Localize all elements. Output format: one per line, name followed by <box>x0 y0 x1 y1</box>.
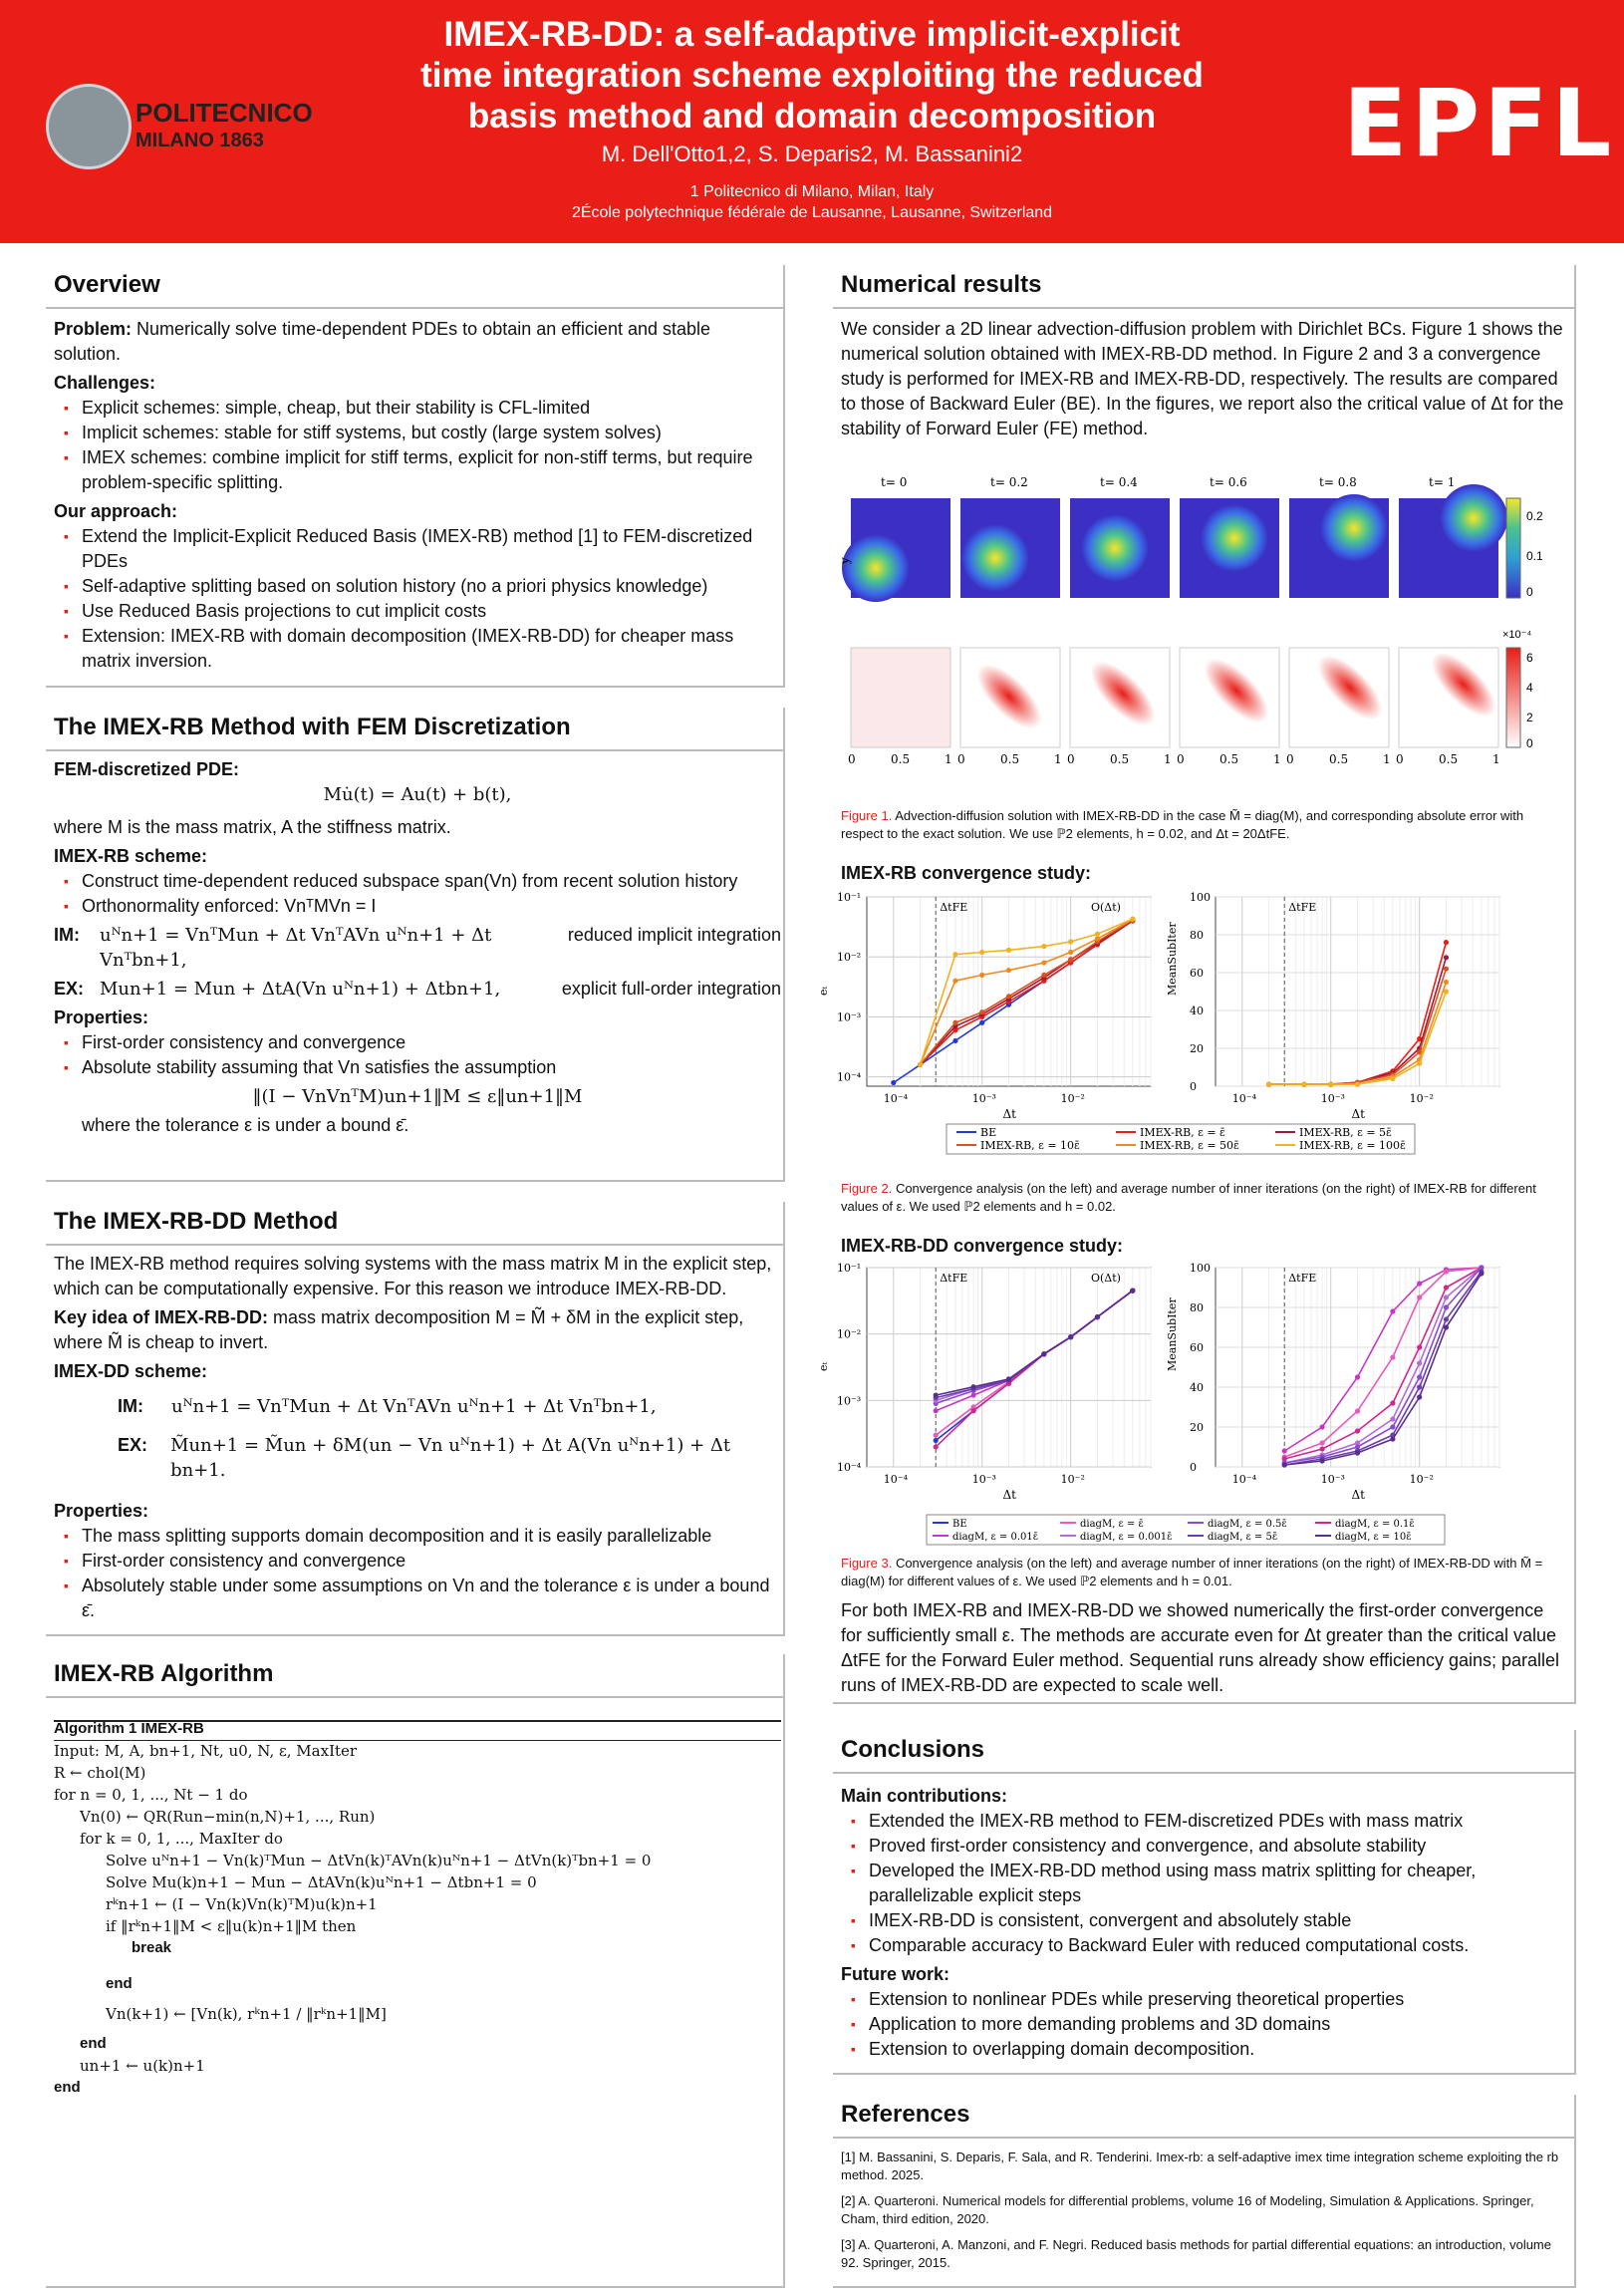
key-text: mass matrix decomposition M = M̃ + δM in the explicit step, where M̃ is cheap to invert. <box>54 1307 744 1352</box>
affiliation-2: 2École polytechnique fédérale de Lausanne, Lausanne, Switzerland <box>571 204 1053 221</box>
caption-text: Convergence analysis (on the left) and average number of inner iterations (on the right) of IMEX-RB for different values of ε. We used ℙ2 elements and h = 0.02. <box>841 1181 1536 1214</box>
list-item: ▪ Self-adaptive splitting based on solution history (no a priori physics knowledge) <box>82 574 781 599</box>
legend-label: diagM, ε = 0.01ε̄ <box>952 1532 1038 1543</box>
list-item: ▪ Extension to overlapping domain decomposition. <box>869 2037 1568 2062</box>
im-label: IM: <box>54 925 80 945</box>
im-equation: uᴺn+1 = VnᵀMun + Δt VnᵀAVn uᴺn+1 + Δt Vnᵀbn+1, <box>100 925 492 971</box>
y-tick-label: 60 <box>1190 1341 1204 1354</box>
x-tick: 0 <box>957 752 965 766</box>
alg-line: end <box>106 1975 133 1992</box>
y-tick-label: 100 <box>1190 1262 1211 1275</box>
fe-annotation: ΔtFE <box>1288 1272 1317 1285</box>
x-tick: 0.5 <box>1439 752 1459 766</box>
cbar1-tick: 0.1 <box>1526 549 1543 563</box>
section-frame <box>46 265 785 309</box>
conclusions-title: Conclusions <box>841 1736 985 1763</box>
imexrb-title: The IMEX-RB Method with FEM Discretization <box>54 714 571 740</box>
list-item: ▪ First-order consistency and convergence <box>82 1549 781 1574</box>
x-tick-label: 10⁻³ <box>1320 1473 1345 1486</box>
key-label: Key idea of IMEX-RB-DD: <box>54 1307 269 1327</box>
ex-label: EX: <box>54 979 85 999</box>
legend-label: IMEX-RB, ε = 50ε̄ <box>1140 1139 1239 1152</box>
alg-line: Input: M, A, bn+1, Nt, u0, N, ε, MaxIter <box>54 1742 358 1760</box>
list-item: ▪ Use Reduced Basis projections to cut implicit costs <box>82 599 781 624</box>
y-tick-label: 0 <box>1190 1080 1197 1093</box>
legend-label: IMEX-RB, ε = 5ε̄ <box>1299 1126 1392 1139</box>
x-tick-label: 10⁻³ <box>1320 1092 1345 1105</box>
im-note: reduced implicit integration <box>567 925 781 945</box>
x-tick-label: 10⁻² <box>1409 1473 1434 1486</box>
stability-equation: ‖(I − VnVnᵀM)un+1‖M ≤ ε‖un+1‖M <box>252 1086 583 1107</box>
section-frame <box>46 1246 785 1636</box>
list-item: ▪ Developed the IMEX-RB-DD method using mass matrix splitting for cheaper, parallelizable explicit steps <box>869 1859 1568 1908</box>
cbar1-tick: 0.2 <box>1526 509 1543 523</box>
title-line: time integration scheme exploiting the reduced <box>420 56 1204 95</box>
legend-label: diagM, ε = 0.1ε̄ <box>1335 1519 1415 1530</box>
y-tick-label: 10⁻⁴ <box>837 1070 862 1084</box>
y-tick-label: 10⁻² <box>837 1327 862 1341</box>
cbar2-tick: 6 <box>1526 651 1533 665</box>
list-item: ▪ IMEX-RB-DD is consistent, convergent and absolutely stable <box>869 1908 1568 1933</box>
legend-label: IMEX-RB, ε = ε̄ <box>1140 1126 1225 1139</box>
affiliation-1: 1 Politecnico di Milano, Milan, Italy <box>689 183 935 200</box>
polimi-logo-subtext: MILANO 1863 <box>135 130 264 151</box>
main-label: Main contributions: <box>841 1786 1007 1806</box>
order-annotation: O(Δt) <box>1091 901 1121 914</box>
y-tick-label: 40 <box>1190 1004 1204 1017</box>
time-label: t= 0.4 <box>1100 475 1138 489</box>
y-tick-label: 80 <box>1190 1301 1204 1314</box>
fem-label: FEM-discretized PDE: <box>54 759 240 779</box>
y-axis-label: eₜ <box>817 1361 830 1371</box>
x-tick: 1 <box>1383 752 1391 766</box>
x-tick: 0.5 <box>891 752 911 766</box>
list-item: ▪ Absolute stability assuming that Vn satisfies the assumption <box>82 1055 781 1080</box>
problem-text: Numerically solve time-dependent PDEs to obtain an efficient and stable solution. <box>54 319 711 364</box>
legend-label: BE <box>980 1126 997 1139</box>
title-line: basis method and domain decomposition <box>467 97 1157 136</box>
section-frame <box>46 1698 785 2288</box>
x-tick-label: 10⁻³ <box>971 1473 996 1486</box>
overview-title: Overview <box>54 271 160 298</box>
mass-matrix-text: where M is the mass matrix, A the stiffness matrix. <box>54 817 451 837</box>
list-item: ▪ Application to more demanding problems and 3D domains <box>869 2012 1568 2037</box>
y-tick-label: 20 <box>1190 1042 1204 1055</box>
x-axis-label: Δt <box>1351 1488 1365 1502</box>
dd-intro: The IMEX-RB method requires solving systems with the mass matrix M in the explicit step, which can be computationally expensive. For this reason we introduce IMEX-RB-DD. <box>54 1254 772 1298</box>
ex-note: explicit full-order integration <box>561 979 781 999</box>
list-item: ▪ Orthonormality enforced: VnᵀMVn = I <box>82 894 781 919</box>
caption-label: Figure 2. <box>841 1181 893 1196</box>
time-label: t= 0.8 <box>1319 475 1357 489</box>
section-frame <box>46 1654 785 1698</box>
reference-item: [2] A. Quarteroni. Numerical models for differential problems, volume 16 of Modeling, Simulation & Applications. Springer, Cham, third edition, 2020. <box>841 2193 1534 2226</box>
legend-label: diagM, ε = ε̄ <box>1080 1519 1144 1530</box>
legend-label: diagM, ε = 10ε̄ <box>1335 1532 1412 1543</box>
x-tick-label: 10⁻² <box>1060 1092 1085 1105</box>
alg-line: break <box>132 1939 172 1956</box>
x-tick-label: 10⁻² <box>1409 1092 1434 1105</box>
alg-line: un+1 ← u(k)n+1 <box>80 2057 205 2075</box>
legend-label: IMEX-RB, ε = 10ε̄ <box>980 1139 1080 1152</box>
problem-label: Problem: <box>54 319 133 339</box>
y-tick-label: 10⁻² <box>837 951 862 965</box>
alg-line: Solve uᴺn+1 − Vn(k)ᵀMun − ΔtVn(k)ᵀAVn(k)uᴺn+1 − ΔtVn(k)ᵀbn+1 = 0 <box>106 1852 652 1869</box>
y-tick-label: 10⁻³ <box>837 1394 862 1408</box>
polimi-seal-logo <box>46 84 132 169</box>
time-label: t= 1 <box>1429 475 1456 489</box>
reference-item: [1] M. Bassanini, S. Deparis, F. Sala, and R. Tenderini. Imex-rb: a self-adaptive imex time integration scheme exploiting the rb method. 2025. <box>841 2150 1559 2182</box>
challenges-label: Challenges: <box>54 373 156 393</box>
conv1-title: IMEX-RB convergence study: <box>841 863 1092 883</box>
cbar2-tick: 0 <box>1526 736 1533 750</box>
x-tick: 0 <box>1067 752 1075 766</box>
alg-line: Vn(0) ← QR(Run−min(n,N)+1, ..., Run) <box>80 1808 376 1826</box>
section-frame <box>46 751 785 1182</box>
x-tick: 1 <box>1164 752 1172 766</box>
cbar2-exponent: ×10⁻⁴ <box>1502 629 1532 641</box>
results-summary: For both IMEX-RB and IMEX-RB-DD we showed numerically the first-order convergence for sufficiently small ε. The methods are accurate even for Δt greater than the critical value ΔtFE for the Forward Euler method. Sequential runs already show efficiency gains; parallel runs of IMEX-RB-DD are expected to scale well. <box>841 1600 1560 1695</box>
x-tick: 1 <box>945 752 952 766</box>
section-frame <box>833 2095 1576 2139</box>
y-tick-label: 20 <box>1190 1421 1204 1434</box>
x-tick-label: 10⁻³ <box>971 1092 996 1105</box>
section-frame <box>833 309 1576 1704</box>
x-tick-label: 10⁻⁴ <box>883 1473 908 1486</box>
y-axis-label: eₜ <box>817 986 830 996</box>
fe-annotation: ΔtFE <box>1288 901 1317 914</box>
x-tick-label: 10⁻⁴ <box>1231 1473 1256 1486</box>
list-item: ▪ Extension: IMEX-RB with domain decomposition (IMEX-RB-DD) for cheaper mass matrix inversion. <box>82 624 781 674</box>
fe-annotation: ΔtFE <box>940 901 968 914</box>
time-label: t= 0.6 <box>1210 475 1247 489</box>
list-item: ▪ Absolutely stable under some assumptions on Vn and the tolerance ε is under a bound ε̄. <box>82 1574 781 1623</box>
ex-equation: Mun+1 = Mun + ΔtA(Vn uᴺn+1) + Δtbn+1, <box>100 979 501 1000</box>
y-tick-label: 100 <box>1190 891 1211 904</box>
x-tick: 0 <box>1286 752 1294 766</box>
time-label: t= 0.2 <box>990 475 1028 489</box>
list-item: ▪ Implicit schemes: stable for stiff systems, but costly (large system solves) <box>82 421 781 445</box>
list-item: ▪ Extend the Implicit-Explicit Reduced Basis (IMEX-RB) method [1] to FEM-discretized PDEs <box>82 524 781 574</box>
section-frame <box>833 2139 1576 2288</box>
legend-label: diagM, ε = 0.001ε̄ <box>1080 1532 1173 1543</box>
list-item: ▪ The mass splitting supports domain decomposition and it is easily parallelizable <box>82 1524 781 1549</box>
list-item: ▪ Explicit schemes: simple, cheap, but their stability is CFL-limited <box>82 396 781 421</box>
x-tick-label: 10⁻⁴ <box>1231 1092 1256 1105</box>
alg-line: end <box>80 2035 107 2052</box>
legend-label: diagM, ε = 5ε̄ <box>1208 1532 1278 1543</box>
tolerance-text: where the tolerance ε is under a bound ε̄. <box>82 1115 409 1135</box>
x-tick-label: 10⁻² <box>1060 1473 1085 1486</box>
polimi-logo-text: POLITECNICO <box>135 98 313 128</box>
authors: M. Dell'Otto1,2, S. Deparis2, M. Bassanini2 <box>601 142 1023 166</box>
epfl-logo: EPFL <box>1343 70 1616 178</box>
alg-line: if ‖rᵏn+1‖M < ε‖u(k)n+1‖M then <box>106 1917 357 1935</box>
dd-ex-equation: M̃un+1 = M̃un + δM(un − Vn uᴺn+1) + Δt A(Vn uᴺn+1) + Δt bn+1. <box>170 1435 731 1481</box>
section-frame <box>46 309 785 688</box>
references-title: References <box>841 2101 970 2128</box>
x-axis-label: Δt <box>1351 1107 1365 1121</box>
list-item: ▪ Extended the IMEX-RB method to FEM-discretized PDEs with mass matrix <box>869 1809 1568 1834</box>
results-intro: We consider a 2D linear advection-diffusion problem with Dirichlet BCs. Figure 1 shows the numerical solution obtained with IMEX-RB-DD method. In Figure 2 and 3 a convergence study is performed for IMEX-RB and IMEX-RB-DD, respectively. The results are compared to those of Backward Euler (BE). In the figures, we report also the critical value of Δt for the stability of Forward Euler (FE) method. <box>841 319 1564 438</box>
x-tick: 0 <box>848 752 856 766</box>
list-item: ▪ IMEX schemes: combine implicit for stiff terms, explicit for non-stiff terms, but require problem-specific splitting. <box>82 445 781 495</box>
y-axis-label: y <box>838 557 852 564</box>
imexrbdd-title: The IMEX-RB-DD Method <box>54 1208 339 1235</box>
fe-annotation: ΔtFE <box>940 1272 968 1285</box>
alg-line: for n = 0, 1, ..., Nt − 1 do <box>54 1786 248 1804</box>
reference-item: [3] A. Quarteroni, A. Manzoni, and F. Negri. Reduced basis methods for partial differential equations: an introduction, volume 92. Springer, 2015. <box>841 2237 1551 2270</box>
dd-ex-label: EX: <box>118 1435 148 1455</box>
x-tick: 0.5 <box>1000 752 1020 766</box>
legend-label: IMEX-RB, ε = 100ε̄ <box>1299 1139 1406 1152</box>
algorithm-caption: Algorithm 1 IMEX-RB <box>54 1720 204 1737</box>
approach-label: Our approach: <box>54 501 178 521</box>
alg-line: for k = 0, 1, ..., MaxIter do <box>80 1830 283 1848</box>
alg-line: R ← chol(M) <box>54 1764 146 1782</box>
title-line: IMEX-RB-DD: a self-adaptive implicit-explicit <box>443 15 1181 54</box>
y-tick-label: 10⁻¹ <box>837 891 862 904</box>
alg-line: Vn(k+1) ← [Vn(k), rᵏn+1 / ‖rᵏn+1‖M] <box>106 2005 387 2023</box>
section-frame <box>833 265 1576 309</box>
fem-equation: Mu̇(t) = Au(t) + b(t), <box>323 784 512 805</box>
affiliations <box>299 181 1325 223</box>
section-frame <box>46 708 785 751</box>
future-label: Future work: <box>841 1964 950 1984</box>
x-axis-label: Δt <box>1002 1488 1016 1502</box>
y-tick-label: 10⁻¹ <box>837 1262 862 1275</box>
x-tick: 0.5 <box>1219 752 1239 766</box>
y-tick-label: 10⁻⁴ <box>837 1461 862 1474</box>
y-tick-label: 10⁻³ <box>837 1010 862 1024</box>
alg-line: end <box>54 2079 81 2096</box>
x-tick: 1 <box>1492 752 1500 766</box>
alg-line: rᵏn+1 ← (I − Vn(k)Vn(k)ᵀM)u(k)n+1 <box>106 1895 378 1913</box>
poster-title <box>299 14 1325 137</box>
section-frame <box>46 1202 785 1246</box>
list-item: ▪ Construct time-dependent reduced subspace span(Vn) from recent solution history <box>82 869 781 894</box>
section-frame <box>833 1730 1576 1774</box>
y-tick-label: 40 <box>1190 1381 1204 1394</box>
alg-line: Solve Mu(k)n+1 − Mun − ΔtAVn(k)uᴺn+1 − Δtbn+1 = 0 <box>106 1873 537 1891</box>
dd-im-equation: uᴺn+1 = VnᵀMun + Δt VnᵀAVn uᴺn+1 + Δt Vnᵀbn+1, <box>171 1396 657 1417</box>
x-tick: 0.5 <box>1110 752 1130 766</box>
legend-label: diagM, ε = 0.5ε̄ <box>1208 1519 1287 1530</box>
x-axis-label: Δt <box>1002 1107 1016 1121</box>
x-tick: 1 <box>1273 752 1281 766</box>
caption-label: Figure 1. <box>841 808 893 823</box>
results-title: Numerical results <box>841 271 1042 298</box>
cbar1-tick: 0 <box>1526 585 1533 599</box>
x-tick-label: 10⁻⁴ <box>883 1092 908 1105</box>
y-axis-label: MeanSubIter <box>1166 922 1179 996</box>
poster-header <box>0 0 1624 243</box>
caption-text: Convergence analysis (on the left) and average number of inner iterations (on the right) of IMEX-RB-DD with M̃ = diag(M) for different values of ε. We used ℙ2 elements and h = 0.01. <box>841 1556 1543 1588</box>
dd-props-label: Properties: <box>54 1501 149 1521</box>
cbar2-tick: 2 <box>1526 711 1533 724</box>
caption-text: Advection-diffusion solution with IMEX-RB-DD in the case M̃ = diag(M), and corresponding absolute error with respect to the exact solution. We use ℙ2 elements, h = 0.02, and Δt = 20ΔtFE. <box>841 808 1524 841</box>
list-item: ▪ First-order consistency and convergence <box>82 1030 781 1055</box>
dd-scheme-label: IMEX-DD scheme: <box>54 1361 208 1381</box>
time-label: t= 0 <box>881 475 908 489</box>
y-tick-label: 60 <box>1190 967 1204 980</box>
y-axis-label: MeanSubIter <box>1166 1297 1179 1371</box>
list-item: ▪ Comparable accuracy to Backward Euler with reduced computational costs. <box>869 1933 1568 1958</box>
caption-label: Figure 3. <box>841 1556 893 1571</box>
scheme-label: IMEX-RB scheme: <box>54 846 208 866</box>
section-frame <box>833 1774 1576 2075</box>
list-item: ▪ Proved first-order consistency and convergence, and absolute stability <box>869 1834 1568 1859</box>
list-item: ▪ Extension to nonlinear PDEs while preserving theoretical properties <box>869 1987 1568 2012</box>
x-tick: 0 <box>1396 752 1404 766</box>
x-tick: 0 <box>1177 752 1185 766</box>
algorithm-title: IMEX-RB Algorithm <box>54 1660 274 1687</box>
y-tick-label: 0 <box>1190 1461 1197 1474</box>
conv2-title: IMEX-RB-DD convergence study: <box>841 1236 1124 1256</box>
legend-label: BE <box>952 1519 967 1530</box>
dd-im-label: IM: <box>118 1396 143 1416</box>
y-tick-label: 80 <box>1190 929 1204 942</box>
props-label: Properties: <box>54 1007 149 1027</box>
order-annotation: O(Δt) <box>1091 1272 1121 1285</box>
x-tick: 0.5 <box>1329 752 1349 766</box>
cbar2-tick: 4 <box>1526 681 1533 695</box>
x-tick: 1 <box>1054 752 1062 766</box>
